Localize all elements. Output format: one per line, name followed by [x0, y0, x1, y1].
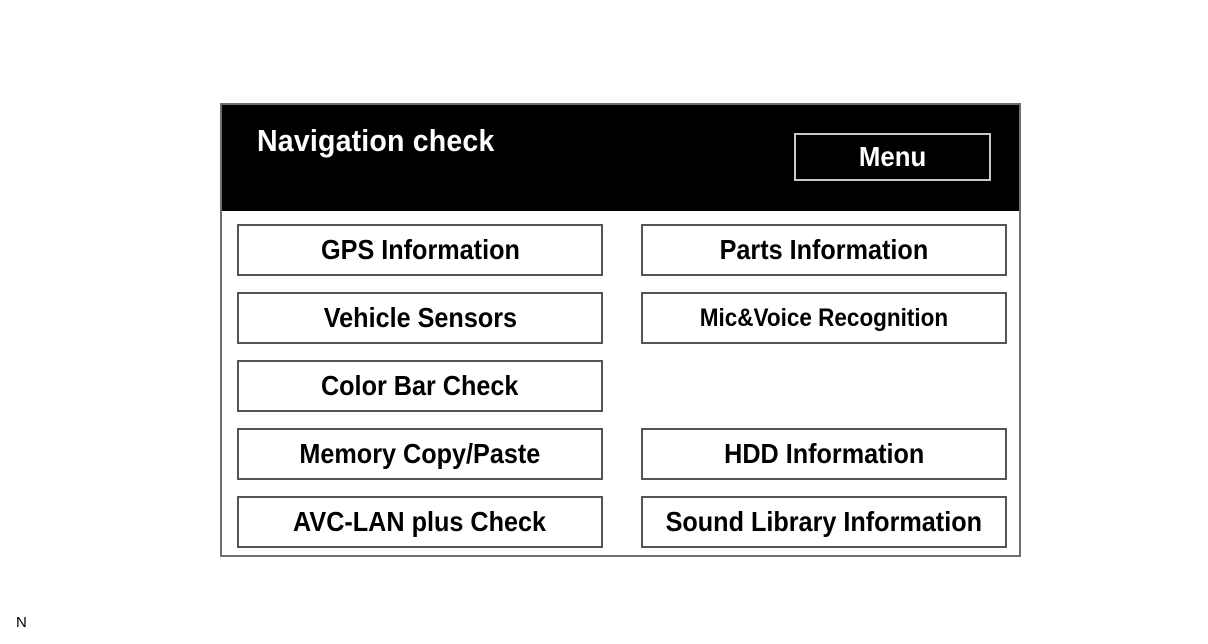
- memory-copy-paste-label: Memory Copy/Paste: [299, 438, 541, 469]
- parts-information-button[interactable]: [641, 224, 1007, 276]
- avc-lan-plus-check-button[interactable]: [237, 496, 603, 548]
- sound-library-information-label: Sound Library Information: [665, 506, 983, 537]
- vehicle-sensors-label: Vehicle Sensors: [323, 302, 517, 333]
- vehicle-sensors-button[interactable]: [237, 292, 603, 344]
- gps-information-button[interactable]: [237, 224, 603, 276]
- navigation-check-screen: [220, 103, 1021, 557]
- hdd-information-label: HDD Information: [723, 438, 925, 469]
- color-bar-check-label: Color Bar Check: [321, 370, 519, 401]
- color-bar-check-button[interactable]: [237, 360, 603, 412]
- menu-button-label: Menu: [858, 141, 927, 172]
- menu-button[interactable]: [794, 133, 991, 181]
- page-title: Navigation check: [257, 123, 495, 158]
- mic-voice-recognition-label: Mic&Voice Recognition: [699, 303, 949, 332]
- hdd-information-button[interactable]: [641, 428, 1007, 480]
- sound-library-information-button[interactable]: [641, 496, 1007, 548]
- mic-voice-recognition-button[interactable]: [641, 292, 1007, 344]
- memory-copy-paste-button[interactable]: [237, 428, 603, 480]
- avc-lan-plus-check-label: AVC-LAN plus Check: [293, 506, 547, 537]
- parts-information-label: Parts Information: [719, 234, 929, 265]
- gps-information-label: GPS Information: [320, 234, 520, 265]
- figure-id-label: N: [16, 614, 27, 631]
- screen-header: [222, 105, 1019, 211]
